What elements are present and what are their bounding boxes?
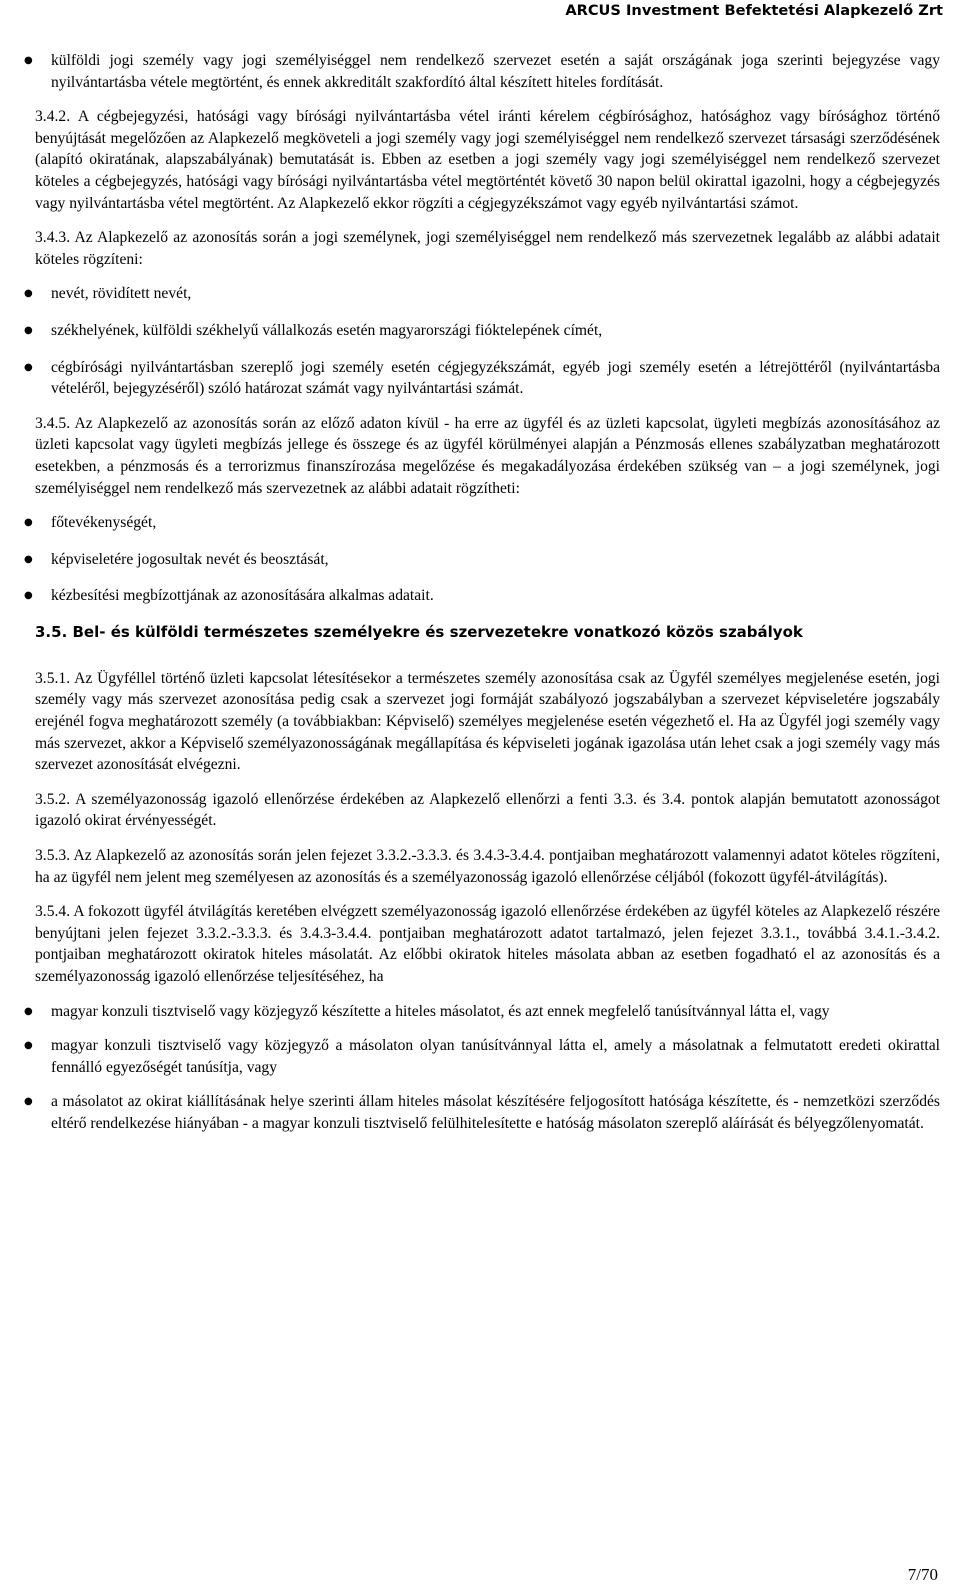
list-item: ● külföldi jogi személy vagy jogi személyiséggel nem rendelkező szervezet esetén a saját országának joga szerinti bejegyzése vagy nyilvántartásba vétele megtörtént, és ennek akkreditált szakfordító által készített hiteles fordítását. (35, 50, 940, 93)
section-heading-3-5: 3.5. Bel- és külföldi természetes személyekre és szervezetekre vonatkozó közös szabályok (35, 622, 803, 641)
list-item: ● képviseletére jogosultak nevét és beosztását, (35, 549, 940, 571)
paragraph-3-5-4: 3.5.4. A fokozott ügyfél átvilágítás keretében elvégzett személyazonosság igazoló ellenőrzése érdekében az ügyfél köteles az Alapkezelő részére benyújtani jelen fejezet 3.3.2.-3.3.3. és 3.4.3-3.4.4. pontjaiban meghatározott adatot tartalmazó, jelen fejezet 3.3.1., továbbá 3.4.1.-3.4.2. pontjaiban meghatározott okiratok hiteles másolatát. Az előbbi okiratok hiteles másolata abban az esetben fogadható el az azonosítás és a személyazonosság igazoló ellenőrzése teljesítéséhez, ha (35, 903, 940, 985)
list-item: ● magyar konzuli tisztviselő vagy közjegyző a másolaton olyan tanúsítvánnyal látta el, amely a másolatnak a felmutatott eredeti okirattal fennálló egyezőségét tanúsítja, vagy (35, 1035, 940, 1078)
list-item: ● kézbesítési megbízottjának az azonosítására alkalmas adatait. (35, 585, 940, 607)
paragraph-3-5-2: 3.5.2. A személyazonosság igazoló ellenőrzése érdekében az Alapkezelő ellenőrzi a fenti 3.3. és 3.4. pontok alapján bemutatott azonosságot igazoló okirat érvényességét. (35, 790, 940, 830)
paragraph-3-4-2: 3.4.2. A cégbejegyzési, hatósági vagy bírósági nyilvántartásba vétel iránti kérelem cégbírósághoz, hatósághoz vagy bírósághoz történő benyújtását megelőzően az Alapkezelő megköveteli a jogi személy vagy jogi személyiséggel nem rendelkező szervezet társasági szerződésének (alapító okiratának, alapszabályának) bemutatását is. Ebben az esetben a jogi személy vagy jogi személyiséggel nem rendelkező szervezet köteles a cégbejegyzés, hatósági vagy bírósági nyilvántartásba vétel megtörténtét követő 30 napon belül okirattal igazolni, hogy a cégbejegyzés vagy nyilvántartásba vétel megtörtént. Az Alapkezelő ekkor rögzíti a cégjegyzékszámot vagy egyéb nyilvántartási számot. (35, 108, 940, 212)
list-3-4-5 (35, 512, 940, 607)
paragraph-3-5-1: 3.5.1. Az Ügyféllel történő üzleti kapcsolat létesítésekor a természetes személy azonosítása csak az Ügyfél személyes megjelenése esetén, jogi személy vagy más szervezet azonosítása pedig csak a szervezet jogi formáját szabályozó jogszabályban a szervezet képviseletére jogszabály erejénél fogva meghatározott személy (a továbbiakban: Képviselő) személyes megjelenése esetén végezhető el. Ha az Ügyfél jogi személy vagy más szervezet, akkor a Képviselő személyazonosságának megállapítása és képviseleti jogának igazolása után lehet csak a jogi személy vagy más szervezet azonosítását elvégezni. (35, 669, 940, 774)
list-item: ● magyar konzuli tisztviselő vagy közjegyző készítette a hiteles másolatot, és azt ennek megfelelő tanúsítvánnyal látta el, vagy (35, 1001, 940, 1023)
page-content (35, 50, 940, 1135)
page-header: ARCUS Investment Befektetési Alapkezelő Zrt (565, 2, 943, 19)
list-item: ● nevét, rövidített nevét, (35, 283, 940, 305)
intro-bullet-list (35, 50, 940, 93)
list-item: ● cégbírósági nyilvántartásban szereplő jogi személy esetén cégjegyzékszámát, egyéb jogi személy esetén a létrejöttéről (nyilvántartásba vételéről, bejegyzéséről) szóló határozat számát vagy nyilvántartási számát. (35, 357, 940, 400)
page-number: 7/70 (907, 1565, 938, 1584)
list-item: ● a másolatot az okirat kiállításának helye szerinti állam hiteles másolat készítésére feljogosított hatósága készítette, és - nemzetközi szerződés eltérő rendelkezése hiányában - a magyar konzuli tisztviselő felülhitelesítette e hatóság másolaton szereplő aláírását és bélyegzőlenyomatát. (35, 1091, 940, 1134)
list-3-4-3 (35, 283, 940, 399)
paragraph-3-4-3: 3.4.3. Az Alapkezelő az azonosítás során a jogi személynek, jogi személyiséggel nem rendelkező más szervezetnek legalább az alábbi adatait köteles rögzíteni: (35, 229, 940, 268)
list-item: ● székhelyének, külföldi székhelyű vállalkozás esetén magyarországi fióktelepének címét, (35, 320, 940, 342)
list-item: ● főtevékenységét, (35, 512, 940, 534)
paragraph-3-5-3: 3.5.3. Az Alapkezelő az azonosítás során jelen fejezet 3.3.2.-3.3.3. és 3.4.3-3.4.4. pontjaiban meghatározott valamennyi adatot köteles rögzíteni, ha az ügyfél nem jelent meg személyesen az azonosítás és a személyazonosság igazoló ellenőrzése céljából (fokozott ügyfél-átvilágítás). (35, 847, 940, 886)
paragraph-3-4-5: 3.4.5. Az Alapkezelő az azonosítás során az előző adaton kívül - ha erre az ügyfél és az üzleti kapcsolat, ügyleti megbízás azonosításához az üzleti kapcsolat vagy ügyleti megbízás jellege és összege és az ügyfél körülményei alapján a Pénzmosás ellenes szabályzatban meghatározott esetekben, a pénzmosás és a terrorizmus finanszírozása megelőzése és megakadályozása érdekében szükség van – a jogi személynek, jogi személyiséggel nem rendelkező más szervezetnek az alábbi adatait rögzítheti: (35, 414, 940, 497)
list-3-5-4 (35, 1001, 940, 1135)
